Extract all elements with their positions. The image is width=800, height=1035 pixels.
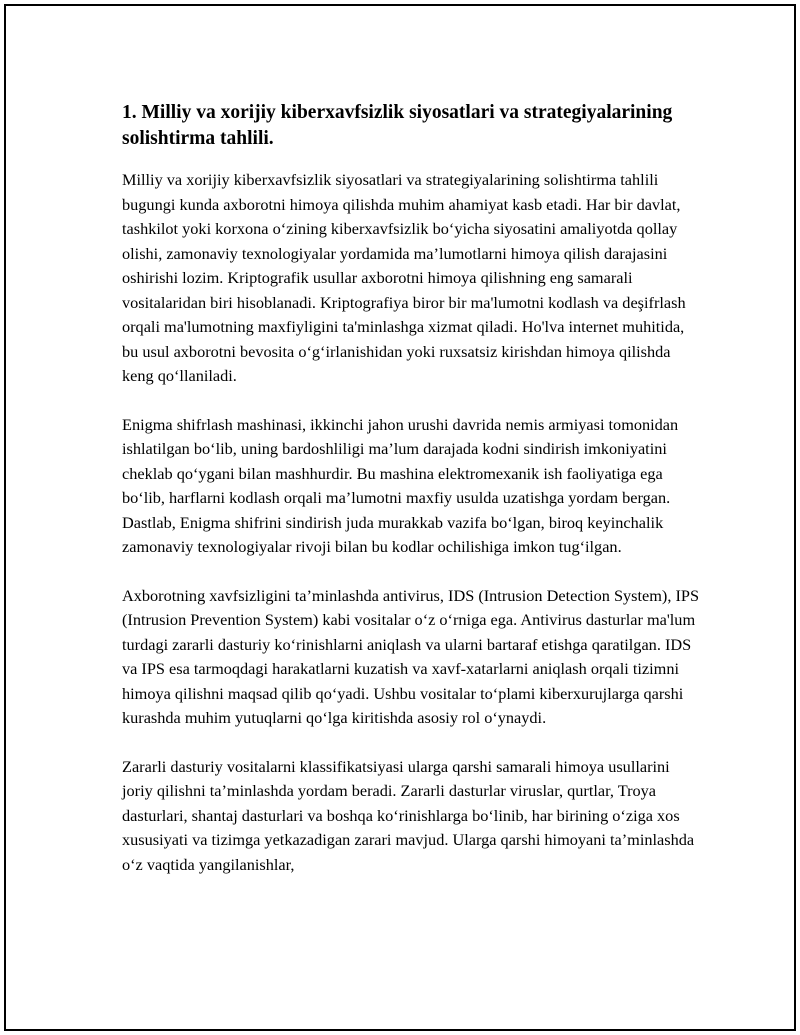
- paragraph-enigma: Enigma shifrlash mashinasi, ikkinchi jahon urushi davrida nemis armiyasi tomonidan ishlatilgan bo‘lib, uning bardoshliligi ma’lum darajada kodni sindirish imkoniyatini cheklab qo‘ygani bilan mashhurdir. Bu mashina elektromexanik ish faoliyatiga ega bo‘lib, harflarni kodlash orqali ma’lumotni maxfiy usulda uzatishga yordam bergan. Dastlab, Enigma shifrini sindirish juda murakkab vazifa bo‘lgan, biroq keyinchalik zamonaviy texnologiyalar rivoji bilan bu kodlar ochilishiga imkon tug‘ilgan.: [122, 414, 679, 556]
- paragraph-antivirus-ids-ips: Axborotning xavfsizligini ta’minlashda antivirus, IDS (Intrusion Detection System), IPS (Intrusion Prevention System) kabi vositalar o‘z o‘rniga ega. Antivirus dasturlar ma'lum turdagi zararli dasturiy ko‘rinishlarni aniqlash va ularni bartaraf etishga qaratilgan. IDS va IPS esa tarmoqdagi harakatlarni kuzatish va xavf-xatarlarni aniqlash orqali tizimni himoya qilishni maqsad qilib qo‘yadi. Ushbu vositalar to‘plami kiberxurujlarga qarshi kurashda muhim yutuqlarni qo‘lga kiritishda asosiy rol o‘ynaydi.: [122, 585, 700, 727]
- section-heading: 1. Milliy va xorijiy kiberxavfsizlik siyosatlari va strategiyalarining solishtirma tahlili.: [122, 102, 673, 149]
- paragraph-malware-classification: Zararli dasturiy vositalarni klassifikatsiyasi ularga qarshi samarali himoya usullarini joriy qilishni ta’minlashda yordam beradi. Zararli dasturlar viruslar, qurtlar, Troya dasturlari, shantaj dasturlari va boshqa ko‘rinishlarga bo‘linib, har birining o‘ziga xos xususiyati va tizimga yetkazadigan zarari mavjud. Ularga qarshi himoyani ta’minlashda o‘z vaqtida yangilanishlar,: [122, 756, 695, 874]
- page-frame: [4, 4, 796, 1031]
- paragraph-cryptography: Milliy va xorijiy kiberxavfsizlik siyosatlari va strategiyalarining solishtirma tahlili bugungi kunda axborotni himoya qilishda muhim ahamiyat kasb etadi. Har bir davlat, tashkilot yoki korxona o‘zining kiberxavfsizlik bo‘yicha siyosatini amaliyotda qollay olishi, zamonaviy texnologiyalar yordamida ma’lumotlarni himoya qilish darajasini oshirishi lozim. Kriptografik usullar axborotni himoya qilishning eng samarali vositalaridan biri hisoblanadi. Kriptografiya biror bir ma'lumotni kodlash va deşifrlash orqali ma'lumotning maxfiyligini ta'minlashga xizmat qiladi. Ho'lva internet muhitida, bu usul axborotni bevosita o‘g‘irlanishidan yoki ruxsatsiz kirishdan himoya qilishda keng qo‘llaniladi.: [122, 170, 686, 385]
- document-body: [122, 100, 702, 901]
